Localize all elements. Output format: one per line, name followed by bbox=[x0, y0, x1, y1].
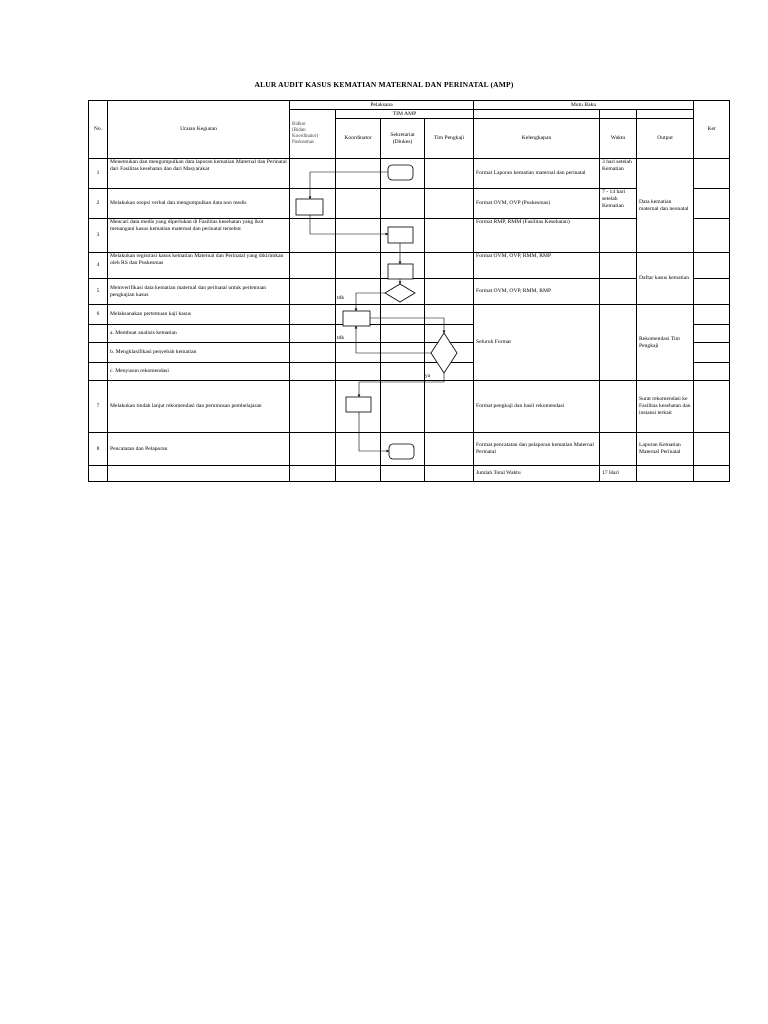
header-no: No. bbox=[89, 101, 108, 159]
row-uraian: b. Mengklasifikasi penyebab kematian bbox=[108, 343, 290, 363]
row-uraian: Pencatatan dan Pelaporan bbox=[108, 433, 290, 466]
row-waktu: 3 hari setelah Kematian bbox=[600, 159, 637, 189]
row-kelengkapan: Format RMP, RMM (Fasilitas Kesehatan) bbox=[474, 219, 600, 253]
flow-label-tdk: tdk bbox=[337, 295, 345, 301]
row-no: 1 bbox=[89, 159, 108, 189]
row-uraian: Melaksanakan pertemuan kaji kasus bbox=[108, 305, 290, 325]
row-no: 4 bbox=[89, 253, 108, 279]
row-no: 3 bbox=[89, 219, 108, 253]
row-uraian: Melakukan registrasi kasus kematian Maternal dan Perinatal yang dikirimkan oleh RS dan Puskesmas bbox=[108, 253, 290, 279]
row-kelengkapan: Format Laporan kematian maternal dan perinatal bbox=[474, 159, 600, 189]
row-uraian: a. Membuat analisis kematian bbox=[108, 325, 290, 343]
header-blank bbox=[474, 110, 600, 119]
row-uraian: Mencari data medis yang diperlukan di Fasilitas kesehatan yang ikut menangani kasus kematian maternal dan perinatal tersebut bbox=[108, 219, 290, 253]
header-tim-amp: TIM AMP bbox=[336, 110, 474, 119]
total-label: Jumlah Total Waktu bbox=[474, 466, 600, 482]
header-waktu: Waktu bbox=[600, 119, 637, 159]
row-uraian: c. Menyusun rekomendasi bbox=[108, 363, 290, 381]
document-title: ALUR AUDIT KASUS KEMATIAN MATERNAL DAN PERINATAL (AMP) bbox=[254, 80, 514, 89]
header-bidkor: Bidkor (Bidan Koordinator) Puskesmas bbox=[290, 110, 336, 159]
row-uraian: Melakukan tindak lanjut rekomendasi dan perumusan pembelajaran bbox=[108, 381, 290, 433]
header-blank bbox=[637, 110, 694, 119]
header-koordinator: Koordinator bbox=[336, 119, 381, 159]
row-kelengkapan: Seluruh Format bbox=[474, 305, 600, 381]
header-kelengkapan: Kelengkapan bbox=[474, 119, 600, 159]
header-blank bbox=[600, 110, 637, 119]
row-uraian: Melakukan otopsi verbal dan mengumpulkan data non medis bbox=[108, 189, 290, 219]
header-uraian: Uraian Kegiatan bbox=[108, 101, 290, 159]
row-no: 5 bbox=[89, 279, 108, 305]
row-output: Data kematian maternal dan neonatal bbox=[637, 159, 694, 253]
flow-label-tdk: tdk bbox=[337, 335, 345, 341]
row-kelengkapan: Format OVM, OVP, RMM, RMP bbox=[474, 279, 600, 305]
row-kelengkapan: Format pencatatan dan pelaporan kematian Maternal Perinatal bbox=[474, 433, 600, 466]
row-waktu: 7 - 14 hari setelah Kematian bbox=[600, 189, 637, 219]
header-tim-pengkaji: Tim Pengkaji bbox=[425, 119, 474, 159]
row-kelengkapan: Format OVM, OVP, RMM, RMP bbox=[474, 253, 600, 279]
header-ket: Ket bbox=[694, 101, 730, 159]
amp-flow-table bbox=[88, 100, 730, 482]
row-uraian: Menemukan dan mengumpulkan data laporan kematian Maternal dan Perinatal dari Fasilitas kesehatan dan dari Masyarakat bbox=[108, 159, 290, 189]
row-kelengkapan: Format pengkaji dan hasil rekomendasi bbox=[474, 381, 600, 433]
row-output: Rekomendasi Tim Pengkaji bbox=[637, 305, 694, 381]
row-uraian: Memverifikasi data kematian maternal dan perinatal untuk pertemuan pengkajian kasus bbox=[108, 279, 290, 305]
header-mutu-baku: Mutu Baku bbox=[474, 101, 694, 110]
row-output: Surat rekomendasi ke Fasilitas kesehatan dan instansi terkait bbox=[637, 381, 694, 433]
header-pelaksana: Pelaksana bbox=[290, 101, 474, 110]
row-output: Daftar kasus kematian bbox=[637, 253, 694, 305]
row-no: 2 bbox=[89, 189, 108, 219]
flow-label-ya: ya bbox=[425, 373, 431, 379]
header-sekretariat: Sekretariat (Dinkes) bbox=[381, 119, 425, 159]
row-no: 8 bbox=[89, 433, 108, 466]
row-no: 7 bbox=[89, 381, 108, 433]
total-waktu: 17 Hari bbox=[600, 466, 637, 482]
row-no: 6 bbox=[89, 305, 108, 325]
header-output: Output bbox=[637, 119, 694, 159]
row-output: Laporan Kematian Maternal Perinatal bbox=[637, 433, 694, 466]
row-kelengkapan: Format OVM, OVP (Puskesmas) bbox=[474, 189, 600, 219]
